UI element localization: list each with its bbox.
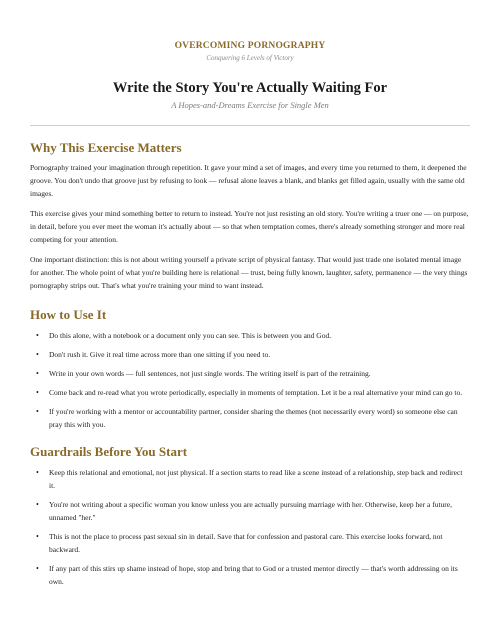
section-why — [30, 140, 470, 292]
section-how — [30, 307, 470, 431]
section-heading-how: How to Use It — [30, 307, 107, 322]
document-header — [30, 40, 470, 111]
why-paragraph-1: Pornography trained your imagination through repetition. It gave your mind a set of images, and every time you returned to them, it deepened the groove. You don't undo that groove just by refusing to look — refusal alone leaves a blank, and blanks get filled again, usually with the same old images. — [30, 163, 467, 198]
guardrails-list — [30, 466, 470, 588]
brand-name: OVERCOMING PORNOGRAPHY — [174, 41, 326, 51]
list-item: • Do this alone, with a notebook or a document only you can see. This is between you and God. — [30, 329, 470, 342]
list-item: • Come back and re-read what you wrote periodically, especially in moments of temptation. Let it be a real alternative your mind can go to. — [30, 386, 470, 399]
list-item: • Write in your own words — full sentences, not just single words. The writing itself is part of the retraining. — [30, 367, 470, 380]
why-paragraph-3: One important distinction: this is not about writing yourself a private script of physical fantasy. That would just trade one isolated mental image for another. The whole point of what you're building here is relational — trust, being fully known, laughter, safety, permanence — the very things pornography strips out. That's what you're training your mind to want instead. — [30, 255, 468, 290]
section-heading-why: Why This Exercise Matters — [30, 140, 182, 155]
section-heading-guardrails: Guardrails Before You Start — [30, 444, 188, 459]
how-list — [30, 329, 470, 431]
list-item: • If any part of this stirs up shame instead of hope, stop and bring that to God or a trusted mentor directly — that's worth addressing on its own. — [30, 562, 470, 588]
list-item: • Don't rush it. Give it real time across more than one sitting if you need to. — [30, 348, 470, 361]
list-item: • Keep this relational and emotional, not just physical. If a section starts to read like a scene instead of a relationship, step back and redirect it. — [30, 466, 470, 492]
why-paragraph-2: This exercise gives your mind something better to return to instead. You're not just resisting an old story. You're writing a truer one — on purpose, in detail, before you ever meet the woman it's actually about — so that when temptation comes, there's already something stronger and more real competing for your attention. — [30, 209, 469, 244]
list-item: • You're not writing about a specific woman you know unless you are actually pursuing marriage with her. Otherwise, keep her a future, unnamed "her." — [30, 498, 470, 524]
section-guardrails — [30, 444, 470, 588]
brand-subtitle: Conquering 6 Levels of Victory — [206, 54, 294, 62]
header-divider — [30, 125, 470, 126]
page-subtitle: A Hopes-and-Dreams Exercise for Single Men — [171, 100, 329, 110]
list-item: • This is not the place to process past sexual sin in detail. Save that for confession and pastoral care. This exercise looks forward, not backward. — [30, 530, 470, 556]
list-item: • If you're working with a mentor or accountability partner, consider sharing the themes (not necessarily every word) so someone else can pray this with you. — [30, 405, 470, 431]
page-title: Write the Story You're Actually Waiting For — [112, 80, 388, 96]
